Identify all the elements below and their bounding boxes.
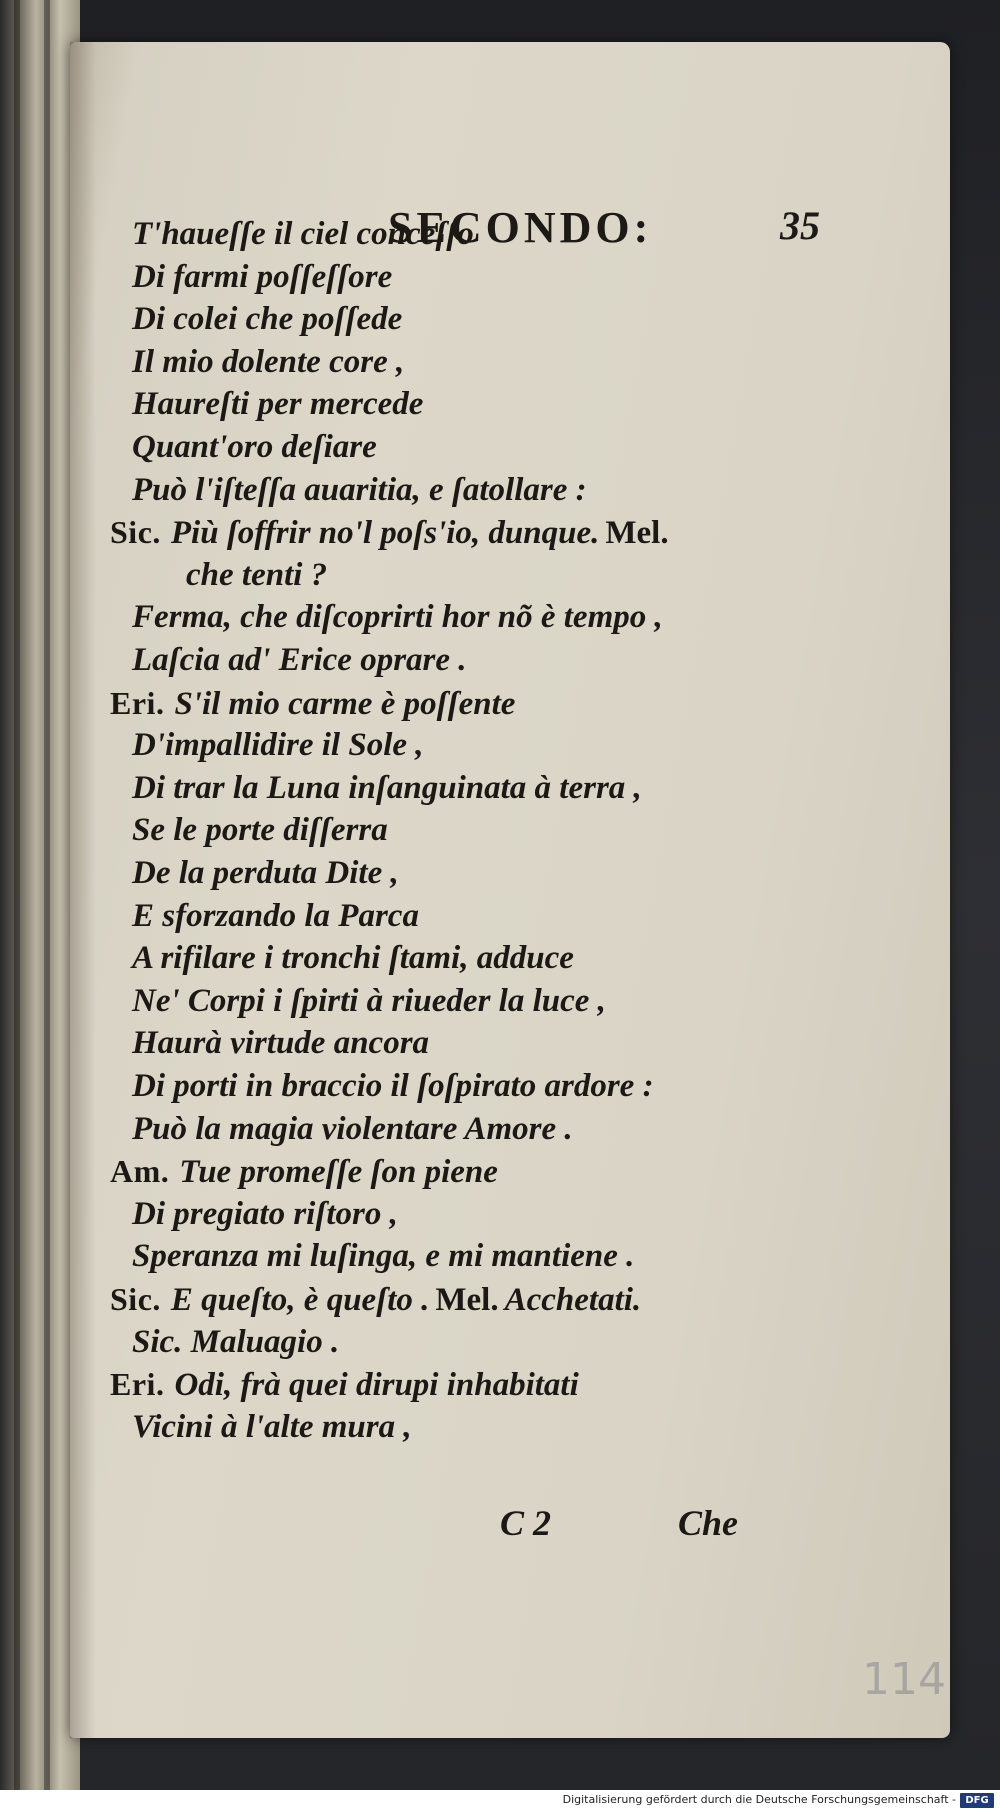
verse-text: Può la magia violentare Amore . <box>132 1110 573 1147</box>
verse-line <box>132 768 642 808</box>
verse-text: Ferma, che diſcoprirti hor nõ è tempo , <box>132 599 663 636</box>
verse-line <box>132 1109 573 1149</box>
verse-line <box>132 1407 412 1447</box>
verse-line <box>110 1151 498 1192</box>
running-head: SECONDO: <box>388 203 653 252</box>
speaker-label: Sic. <box>110 1281 161 1317</box>
folio-number: 35 <box>780 203 820 248</box>
verse-text: Haureſti per mercede <box>132 386 424 423</box>
verse-line <box>132 896 419 936</box>
verse-text: Laſcia ad' Erice oprare . <box>132 642 467 678</box>
verse-line <box>132 597 663 637</box>
page-gutter-shade <box>70 42 96 1738</box>
dfg-logo: DFG <box>960 1793 994 1808</box>
verse-line <box>132 214 474 254</box>
verse-line <box>110 1364 579 1405</box>
verse-text: Quant'oro deſiare <box>132 429 377 465</box>
speaker-label: Mel. <box>435 1282 499 1318</box>
verse-line <box>132 853 399 893</box>
verse-line <box>132 470 587 510</box>
verse-line <box>132 640 467 680</box>
verse-text: Il mio dolente core , <box>132 343 405 380</box>
verse-text: E sforzando la Parca <box>132 897 419 934</box>
verse-text: S'il mio carme è poſſente <box>174 685 516 722</box>
verse-text: Speranza mi luſinga, e mi mantiene . <box>132 1238 635 1275</box>
verse-line <box>132 1023 429 1063</box>
speaker-label: Am. <box>110 1153 170 1190</box>
footer-bar <box>0 1790 1000 1812</box>
verse-text: Se le porte diſſerra <box>132 812 388 849</box>
funding-credit: Digitalisierung gefördert durch die Deutsche Forschungsgemeinschaft - <box>562 1793 956 1806</box>
verse-line <box>132 257 392 297</box>
verse-text: A rifilare i tronchi ſtami, adduce <box>132 940 574 977</box>
verse-text: Odi, frà quei dirupi inhabitati <box>174 1367 579 1404</box>
verse-text: Di trar la Luna inſanguinata à terra , <box>132 769 642 806</box>
verse-line <box>132 299 402 339</box>
page-edge-shadow <box>44 0 50 1790</box>
verse-text: Ne' Corpi i ſpirti à riueder la luce , <box>132 982 606 1019</box>
verse-text: Più ſoffrir no'l poſs'io, dunque. <box>170 515 600 552</box>
verse-text: D'impallidire il Sole , <box>132 727 424 764</box>
verse-line <box>132 427 377 467</box>
verse-text: Acchetati. <box>504 1282 642 1318</box>
verse-text: Di porti in braccio il ſoſpirato ardore : <box>132 1068 654 1104</box>
verse-line <box>186 555 327 595</box>
speaker-label: Sic. <box>110 514 161 551</box>
adjacent-pages-edge <box>0 0 80 1790</box>
verse-text: Tue promeſſe ſon piene <box>179 1154 498 1191</box>
verse-line <box>132 981 606 1021</box>
verse-text: Vicini à l'alte mura , <box>132 1408 412 1445</box>
page-edge-shadow <box>14 0 20 1790</box>
catchword: Che <box>678 1503 739 1543</box>
verse-text: Può l'iſteſſa auaritia, e ſatollare : <box>132 471 587 508</box>
verse-text: T'haueſſe il ciel conceſſo <box>132 216 474 252</box>
verse-text: che tenti ? <box>186 556 328 593</box>
verse-line <box>110 512 675 553</box>
verse-text: Sic. Maluagio . <box>132 1323 340 1360</box>
speaker-label: Mel. <box>605 515 669 552</box>
verse-text: Haurà virtude ancora <box>132 1025 430 1062</box>
verse-text: Di colei che poſſede <box>132 301 403 338</box>
verse-line <box>132 384 423 424</box>
speaker-label: Eri. <box>110 684 165 721</box>
verse-line <box>132 938 574 978</box>
verse-text: De la perduta Dite , <box>132 855 399 891</box>
verse-line <box>132 810 388 850</box>
verse-line <box>110 683 515 724</box>
book-page <box>70 42 950 1738</box>
verse-line <box>132 342 404 382</box>
pencil-annotation: 114 <box>862 1654 946 1705</box>
verse-text: Di pregiato riſtoro , <box>132 1195 398 1232</box>
verse-line <box>132 1194 398 1234</box>
verse-line <box>132 725 424 765</box>
verse-line <box>132 1066 654 1106</box>
verse-line <box>110 1279 641 1320</box>
signature-mark: C 2 <box>500 1503 552 1543</box>
speaker-label: Eri. <box>110 1366 165 1403</box>
verse-text: E queſto, è queſto . <box>170 1282 430 1318</box>
verse-text: Di farmi poſſeſſore <box>132 258 393 295</box>
verse-line <box>132 1322 339 1362</box>
verse-line <box>132 1236 634 1276</box>
